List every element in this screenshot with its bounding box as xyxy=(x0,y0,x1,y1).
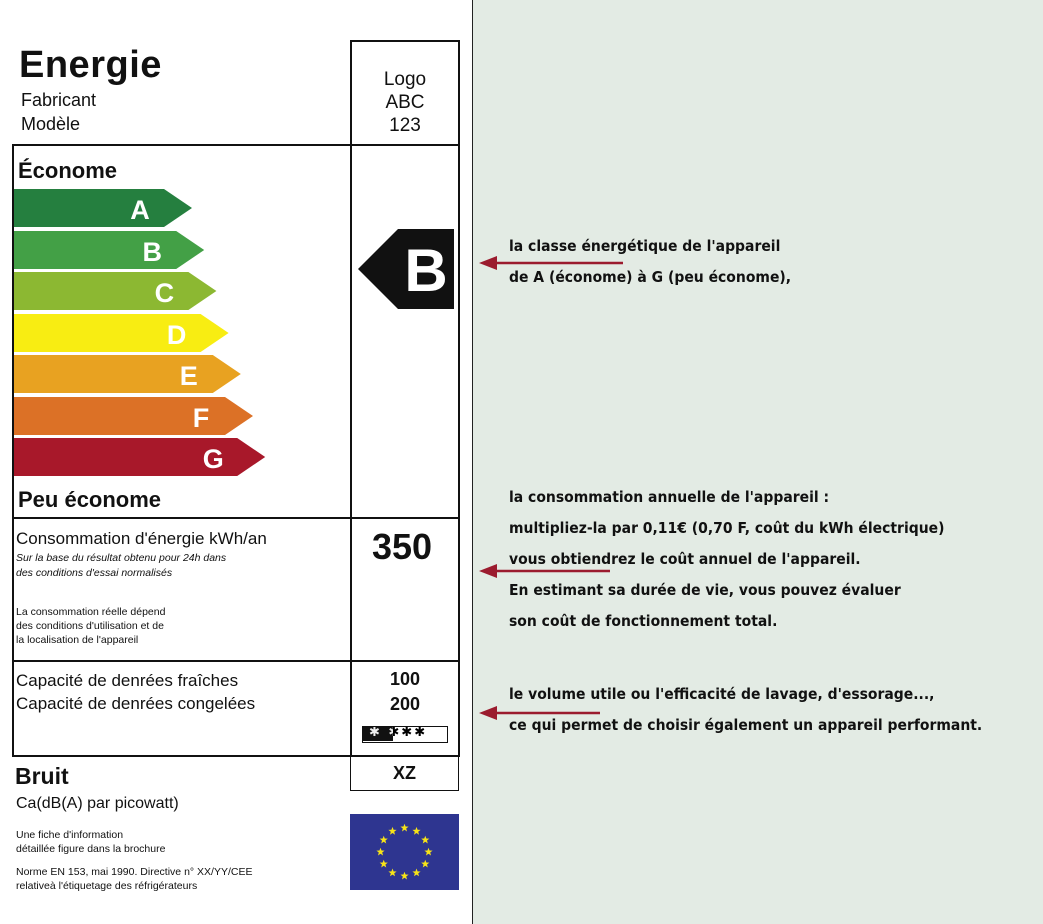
info-line-1: Une fiche d'information xyxy=(16,829,124,841)
consumption-note-3: la localisation de l'appareil xyxy=(16,634,139,646)
freezer-stars-icon: ✱ ✱✱✱ xyxy=(369,726,428,740)
logo-line-2: ABC xyxy=(385,92,425,113)
rating-letter: B xyxy=(404,237,448,304)
consumption-note-2: des conditions d'utilisation et de xyxy=(16,620,164,632)
efficient-label: Économe xyxy=(18,158,118,183)
energy-class-letter: B xyxy=(142,236,162,267)
logo-line-1: Logo xyxy=(383,69,427,90)
info-line-2: détaillée figure dans la brochure xyxy=(16,843,166,855)
consumption-note-1: La consommation réelle dépend xyxy=(16,606,166,618)
annotation-consumption-1: la consommation annuelle de l'appareil : xyxy=(509,488,830,506)
energy-class-letter: A xyxy=(130,195,150,225)
fresh-capacity-label: Capacité de denrées fraîches xyxy=(16,671,239,690)
annotation-consumption-2: multipliez-la par 0,11€ (0,70 F, coût du kWh électrique) xyxy=(509,519,945,537)
frozen-capacity-value: 200 xyxy=(389,694,421,714)
annotation-consumption-3: vous obtiendrez le coût annuel de l'appareil. xyxy=(509,550,861,568)
annotation-volume-2: ce qui permet de choisir également un appareil performant. xyxy=(509,716,983,734)
energy-class-letter: C xyxy=(154,278,175,308)
noise-title: Bruit xyxy=(15,763,69,789)
energy-class-letter: E xyxy=(179,361,198,391)
consumption-title: Consommation d'énergie kWh/an xyxy=(16,529,267,548)
noise-value: XZ xyxy=(392,763,416,783)
consumption-basis-2: des conditions d'essai normalisés xyxy=(16,567,173,579)
fresh-capacity-value: 100 xyxy=(389,669,421,689)
consumption-basis-1: Sur la base du résultat obtenu pour 24h dans xyxy=(16,552,227,564)
energy-class-letter: F xyxy=(192,402,210,433)
norm-line-2: relativeà l'étiquetage des réfrigérateurs xyxy=(16,880,198,892)
norm-line-1: Norme EN 153, mai 1990. Directive n° XX/YY/CEE xyxy=(16,866,253,878)
annotation-volume-1: le volume utile ou l'efficacité de lavage, d'essorage..., xyxy=(509,685,935,703)
logo-line-3: 123 xyxy=(389,115,421,136)
annotation-consumption-4: En estimant sa durée de vie, vous pouvez évaluer xyxy=(509,581,901,599)
inefficient-label: Peu économe xyxy=(18,487,162,512)
annotation-consumption-5: son coût de fonctionnement total. xyxy=(509,612,778,630)
frozen-capacity-label: Capacité de denrées congelées xyxy=(16,694,256,713)
energy-class-letter: G xyxy=(202,444,224,474)
noise-unit: Ca(dB(A) par picowatt) xyxy=(16,795,179,812)
consumption-value: 350 xyxy=(372,526,433,567)
manufacturer-label: Fabricant xyxy=(21,90,97,110)
annotation-class-1: la classe énergétique de l'appareil xyxy=(509,237,781,255)
label-title: Energie xyxy=(19,44,162,86)
energy-class-letter: D xyxy=(166,319,187,350)
annotation-class-2: de A (économe) à G (peu économe), xyxy=(509,268,792,286)
model-label: Modèle xyxy=(21,114,81,134)
